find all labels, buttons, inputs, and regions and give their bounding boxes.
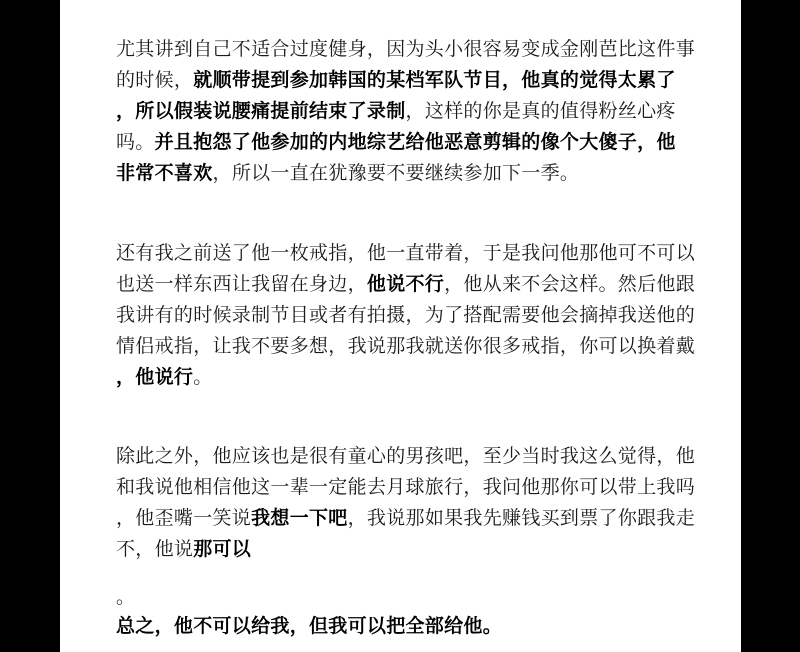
text-line	[116, 96, 716, 127]
bold-text-run: 非常不喜欢	[116, 162, 213, 184]
bold-text-run: ，他说行	[116, 366, 194, 388]
text-run: ，我说那如果我先赚钱买到票了你跟我走	[347, 507, 696, 529]
text-run: 。	[116, 586, 136, 608]
text-run: ，这样的你是真的值得粉丝心疼	[405, 100, 676, 122]
paragraph-5	[116, 611, 716, 642]
text-line	[116, 269, 716, 300]
document-page	[60, 0, 741, 652]
paragraph-1	[116, 34, 716, 189]
paragraph-4	[116, 582, 716, 613]
text-line	[116, 300, 716, 331]
bold-text-run: 我想一下吧	[251, 507, 348, 529]
text-line	[116, 127, 716, 158]
text-run: 的时候，	[116, 69, 194, 91]
paragraph-2	[116, 238, 716, 393]
text-run: 还有我之前送了他一枚戒指，他一直带着，于是我问他那他可不可以	[116, 242, 696, 264]
text-run: 尤其讲到自己不适合过度健身，因为头小很容易变成金刚芭比这件事	[116, 38, 696, 60]
bold-text-run: 总之，他不可以给我，但我可以把全部给他。	[116, 615, 503, 637]
text-line	[116, 441, 716, 472]
text-run: 吗。	[116, 131, 155, 153]
text-line	[116, 362, 716, 393]
text-line	[116, 34, 716, 65]
text-line	[116, 158, 716, 189]
text-run: 我讲有的时候录制节目或者有拍摄，为了搭配需要他会摘掉我送他的	[116, 304, 696, 326]
bold-text-run: 就顺带提到参加韩国的某档军队节目，他真的觉得太累了	[193, 69, 676, 91]
paragraph-3	[116, 441, 716, 565]
text-run: ，所以一直在犹豫要不要继续参加下一季。	[212, 162, 580, 184]
text-run: ，他从来不会这样。然后他跟	[444, 273, 696, 295]
bold-text-run: ，所以假装说腰痛提前结束了录制	[116, 100, 406, 122]
text-run: 和我说他相信他这一辈一定能去月球旅行，我问他那你可以带上我吗	[116, 476, 696, 498]
bold-text-run: 他说不行	[366, 273, 445, 295]
text-run: 。	[193, 366, 213, 388]
bold-text-run: 并且抱怨了他参加的内地综艺给他恶意剪辑的像个大傻子，他	[154, 131, 676, 153]
text-line	[116, 582, 716, 613]
text-run: 不，他说	[116, 538, 194, 560]
bold-text-run: 那可以	[193, 538, 252, 560]
text-line	[116, 534, 716, 565]
text-line	[116, 331, 716, 362]
text-line	[116, 238, 716, 269]
text-run: 除此之外，他应该也是很有童心的男孩吧，至少当时我这么觉得，他	[116, 445, 696, 467]
text-run: 也送一样东西让我留在身边，	[116, 273, 367, 295]
text-line	[116, 611, 716, 642]
text-run: 情侣戒指，让我不要多想，我说那我就送你很多戒指，你可以换着戴	[116, 335, 696, 357]
text-line	[116, 65, 716, 96]
text-run: ，他歪嘴一笑说	[116, 507, 252, 529]
text-line	[116, 503, 716, 534]
text-line	[116, 472, 716, 503]
